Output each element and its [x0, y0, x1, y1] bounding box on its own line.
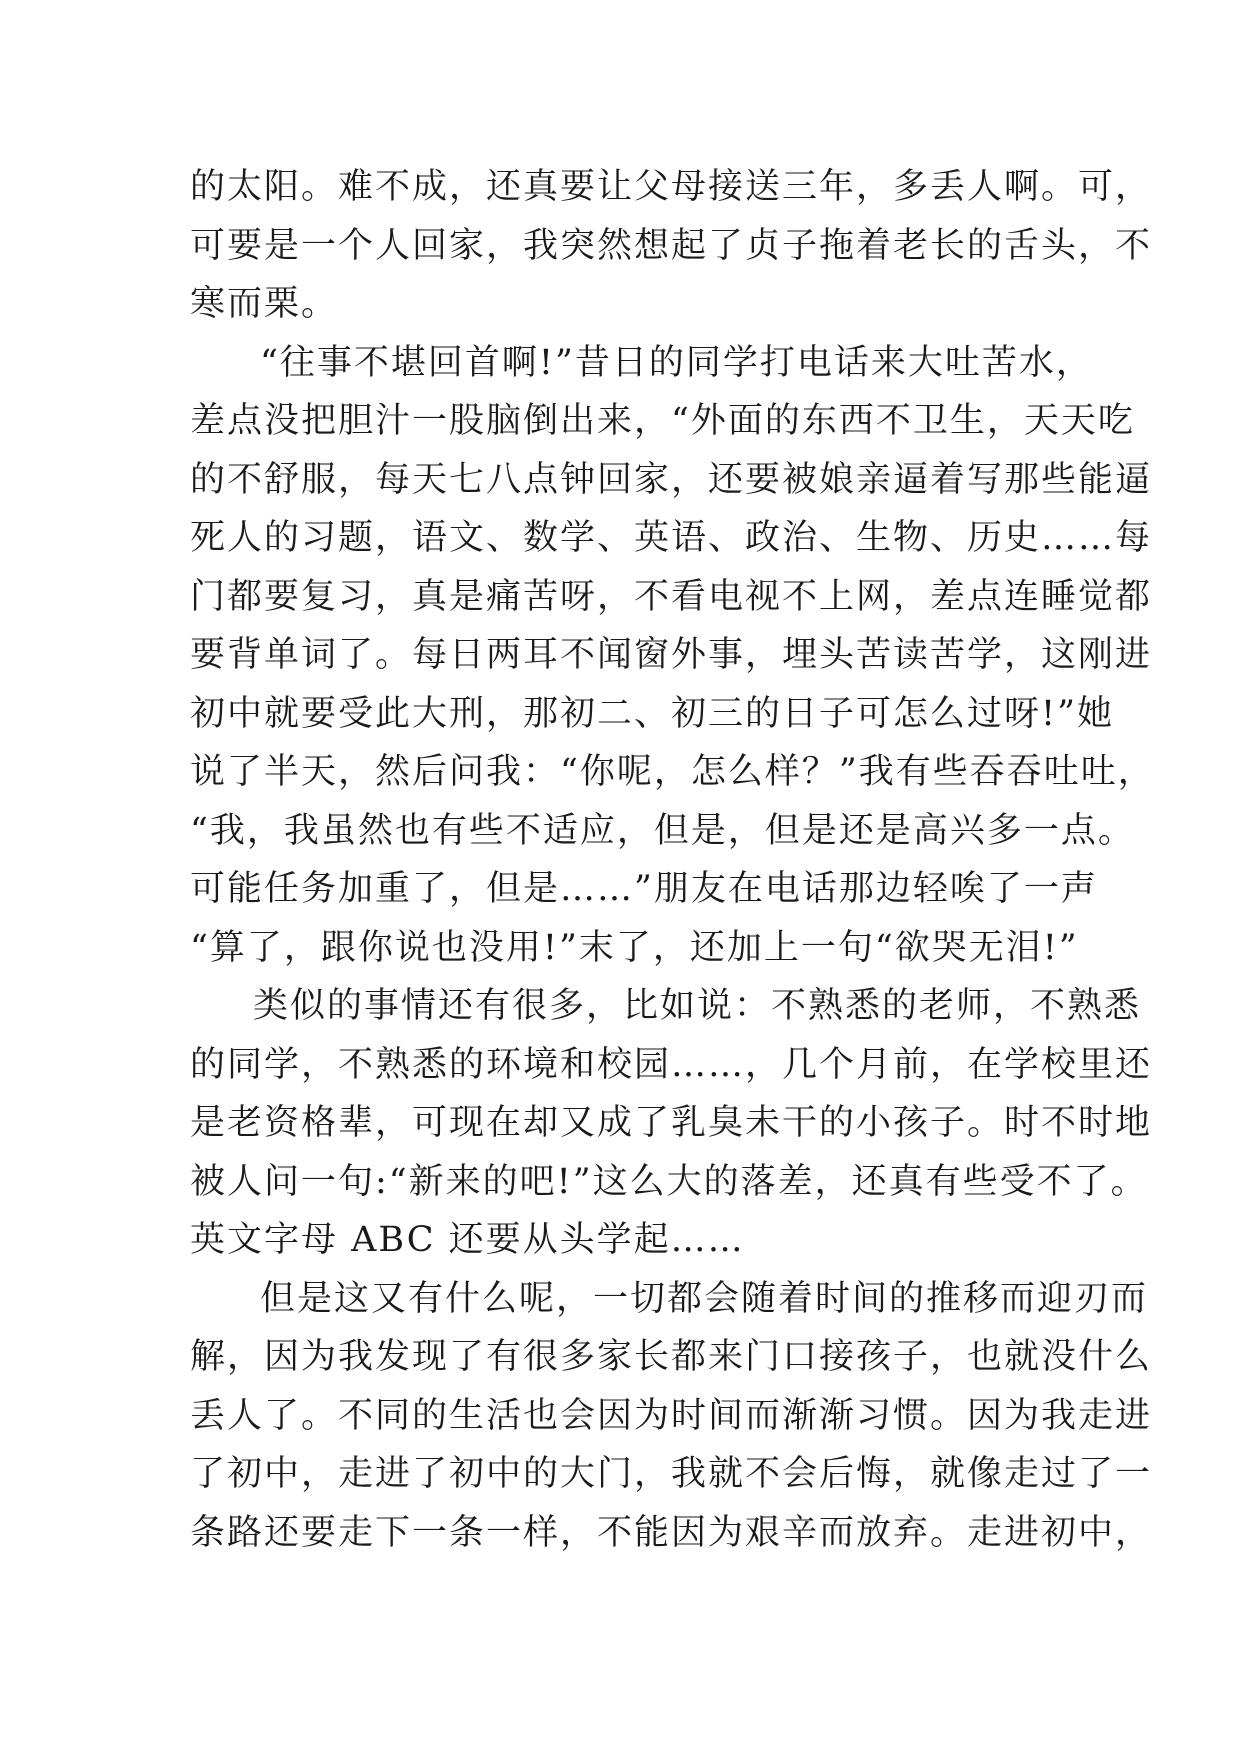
- text-line: 的太阳。难不成，还真要让父母接送三年，多丢人啊。可，: [190, 167, 1153, 207]
- text-line: 是老资格辈，可现在却又成了乳臭未干的小孩子。时不时地: [190, 1103, 1153, 1143]
- text-line: 要背单词了。每日两耳不闻窗外事，埋头苦读苦学，这刚进: [190, 635, 1153, 675]
- text-line: 说了半天，然后问我：“你呢，怎么样？”我有些吞吞吐吐，: [190, 752, 1155, 792]
- text-line: 差点没把胆汁一股脑倒出来，“外面的东西不卫生，天天吃: [190, 401, 1135, 441]
- text-line: 可要是一个人回家，我突然想起了贞子拖着老长的舌头，不: [190, 225, 1153, 266]
- text-line: 的同学，不熟悉的环境和校园……，几个月前，在学校里还: [190, 1044, 1153, 1085]
- text-line: “算了，跟你说也没用!”末了，还加上一句“欲哭无泪!”: [190, 927, 1079, 968]
- text-line: 可能任务加重了，但是……”朋友在电话那边轻唉了一声: [190, 869, 1098, 909]
- text-line: 被人问一句:“新来的吧!”这么大的落差，还真有些受不了。: [190, 1161, 1148, 1202]
- text-line: 解，因为我发现了有很多家长都来门口接孩子，也就没什么: [190, 1337, 1153, 1377]
- text-line: 了初中，走进了初中的大门，我就不会后悔，就像走过了一: [190, 1454, 1153, 1494]
- text-line: 丢人了。不同的生活也会因为时间而渐渐习惯。因为我走进: [190, 1395, 1153, 1436]
- text-line: 门都要复习，真是痛苦呀，不看电视不上网，差点连睡觉都: [190, 576, 1153, 617]
- text-line: 条路还要走下一条一样，不能因为艰辛而放弃。走进初中，: [190, 1512, 1153, 1553]
- body-text: [190, 158, 1155, 1562]
- text-line: 英文字母 ABC 还要从头学起……: [190, 1220, 745, 1260]
- text-line: 初中就要受此大刑，那初二、初三的日子可怎么过呀!”她: [190, 693, 1114, 734]
- text-line: 死人的习题，语文、数学、英语、政治、生物、历史……每: [190, 518, 1153, 558]
- text-line: “我，我虽然也有些不适应，但是，但是还是高兴多一点。: [190, 810, 1135, 851]
- text-line: 但是这又有什么呢，一切都会随着时间的推移而迎刃而: [260, 1278, 1149, 1319]
- text-line: 类似的事情还有很多，比如说：不熟悉的老师，不熟悉: [253, 986, 1142, 1026]
- text-line: 的不舒服，每天七八点钟回家，还要被娘亲逼着写那些能逼: [190, 459, 1153, 500]
- text-line: “往事不堪回首啊!”昔日的同学打电话来大吐苦水，: [260, 342, 1093, 383]
- text-line: 寒而栗。: [190, 284, 339, 324]
